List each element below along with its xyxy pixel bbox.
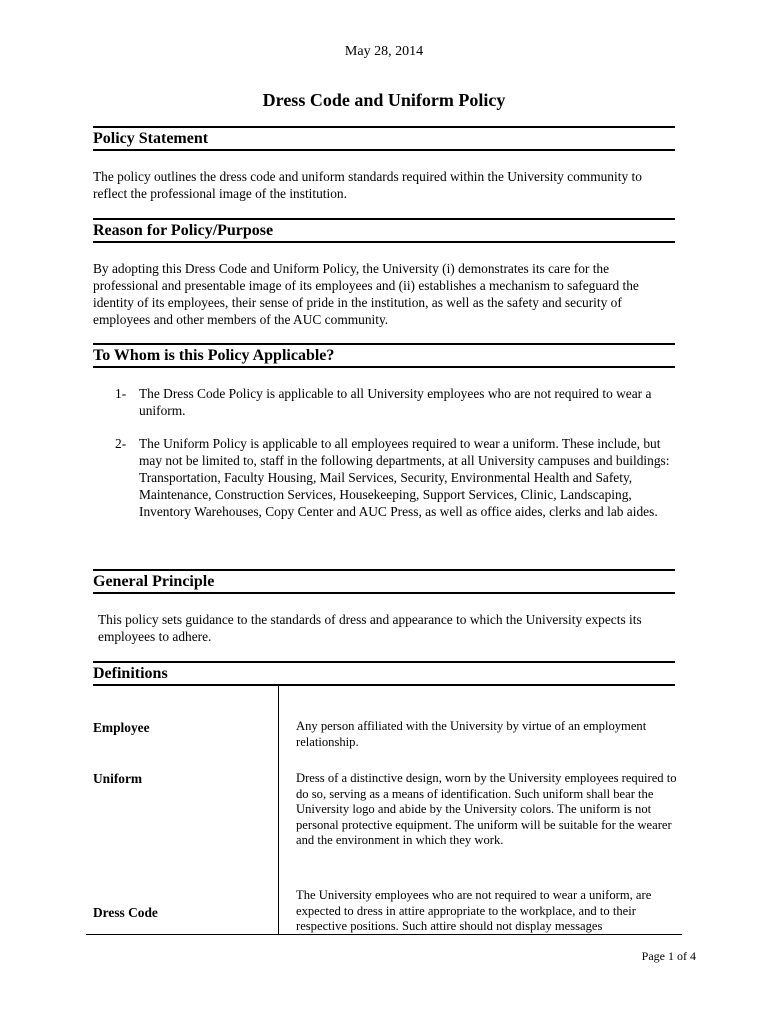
section-heading-applicable: To Whom is this Policy Applicable?	[93, 343, 675, 368]
page-number: Page 1 of 4	[641, 949, 696, 963]
list-item-text: The Dress Code Policy is applicable to all University employees who are not required to wear a uniform.	[139, 386, 652, 418]
section-heading-policy-statement: Policy Statement	[93, 126, 675, 151]
section-heading-general-principle: General Principle	[93, 569, 675, 594]
document-title: Dress Code and Uniform Policy	[262, 90, 506, 110]
reason-text: By adopting this Dress Code and Uniform Policy, the University (i) demonstrates its care for the professional and presentable image of its employees and (ii) establishes a mechanism to safeguard the identity of its employees, their sense of pride in the institution, as well as the safety and security of employees and other members of the AUC community.	[93, 261, 639, 327]
department-list-text: Transportation, Faculty Housing, Mail Services, Security, Environmental Health and Safety, Maintenance, Construction Services, Housekeeping, Support Services, Clinic, Landscaping, Inventory Warehouses, Copy Center and AUC Press, as well as office aides, clerks and lab aides.	[139, 470, 658, 519]
definition-term: Uniform	[93, 771, 143, 786]
list-item	[115, 435, 680, 520]
definition-term: Employee	[93, 720, 150, 735]
list-item-number: 2-	[115, 436, 127, 451]
section-heading-reason: Reason for Policy/Purpose	[93, 218, 675, 243]
page-bottom-rule	[86, 934, 682, 935]
general-principle-text: This policy sets guidance to the standards of dress and appearance to which the University expects its employees to adhere.	[98, 612, 642, 644]
list-item	[115, 385, 680, 419]
definition-text: Dress of a distinctive design, worn by the University employees required to do so, serving as a means of identification. Such uniform shall bear the University logo and abide by the University colors. The uniform is not personal protective equipment. The uniform will be suitable for the wearer and the environment in which they work.	[296, 771, 677, 847]
definition-text: Any person affiliated with the University by virtue of an employment relationship.	[296, 719, 647, 749]
policy-statement-text: The policy outlines the dress code and uniform standards required within the University community to reflect the professional image of the institution.	[93, 169, 642, 201]
definition-text: The University employees who are not required to wear a uniform, are expected to dress in attire appropriate to the workplace, and to their respective positions. Such attire should not display messages	[296, 888, 652, 933]
list-item-text: The Uniform Policy is applicable to all employees required to wear a uniform. These include, but may not be limited to, staff in the following departments, at all University campuses and buildings:	[139, 436, 670, 468]
section-heading-definitions: Definitions	[93, 661, 675, 686]
list-item-number: 1-	[115, 386, 127, 401]
applicable-list	[115, 385, 680, 536]
document-date: May 28, 2014	[344, 44, 424, 59]
definitions-column-divider	[278, 686, 279, 934]
definition-term: Dress Code	[93, 905, 158, 920]
